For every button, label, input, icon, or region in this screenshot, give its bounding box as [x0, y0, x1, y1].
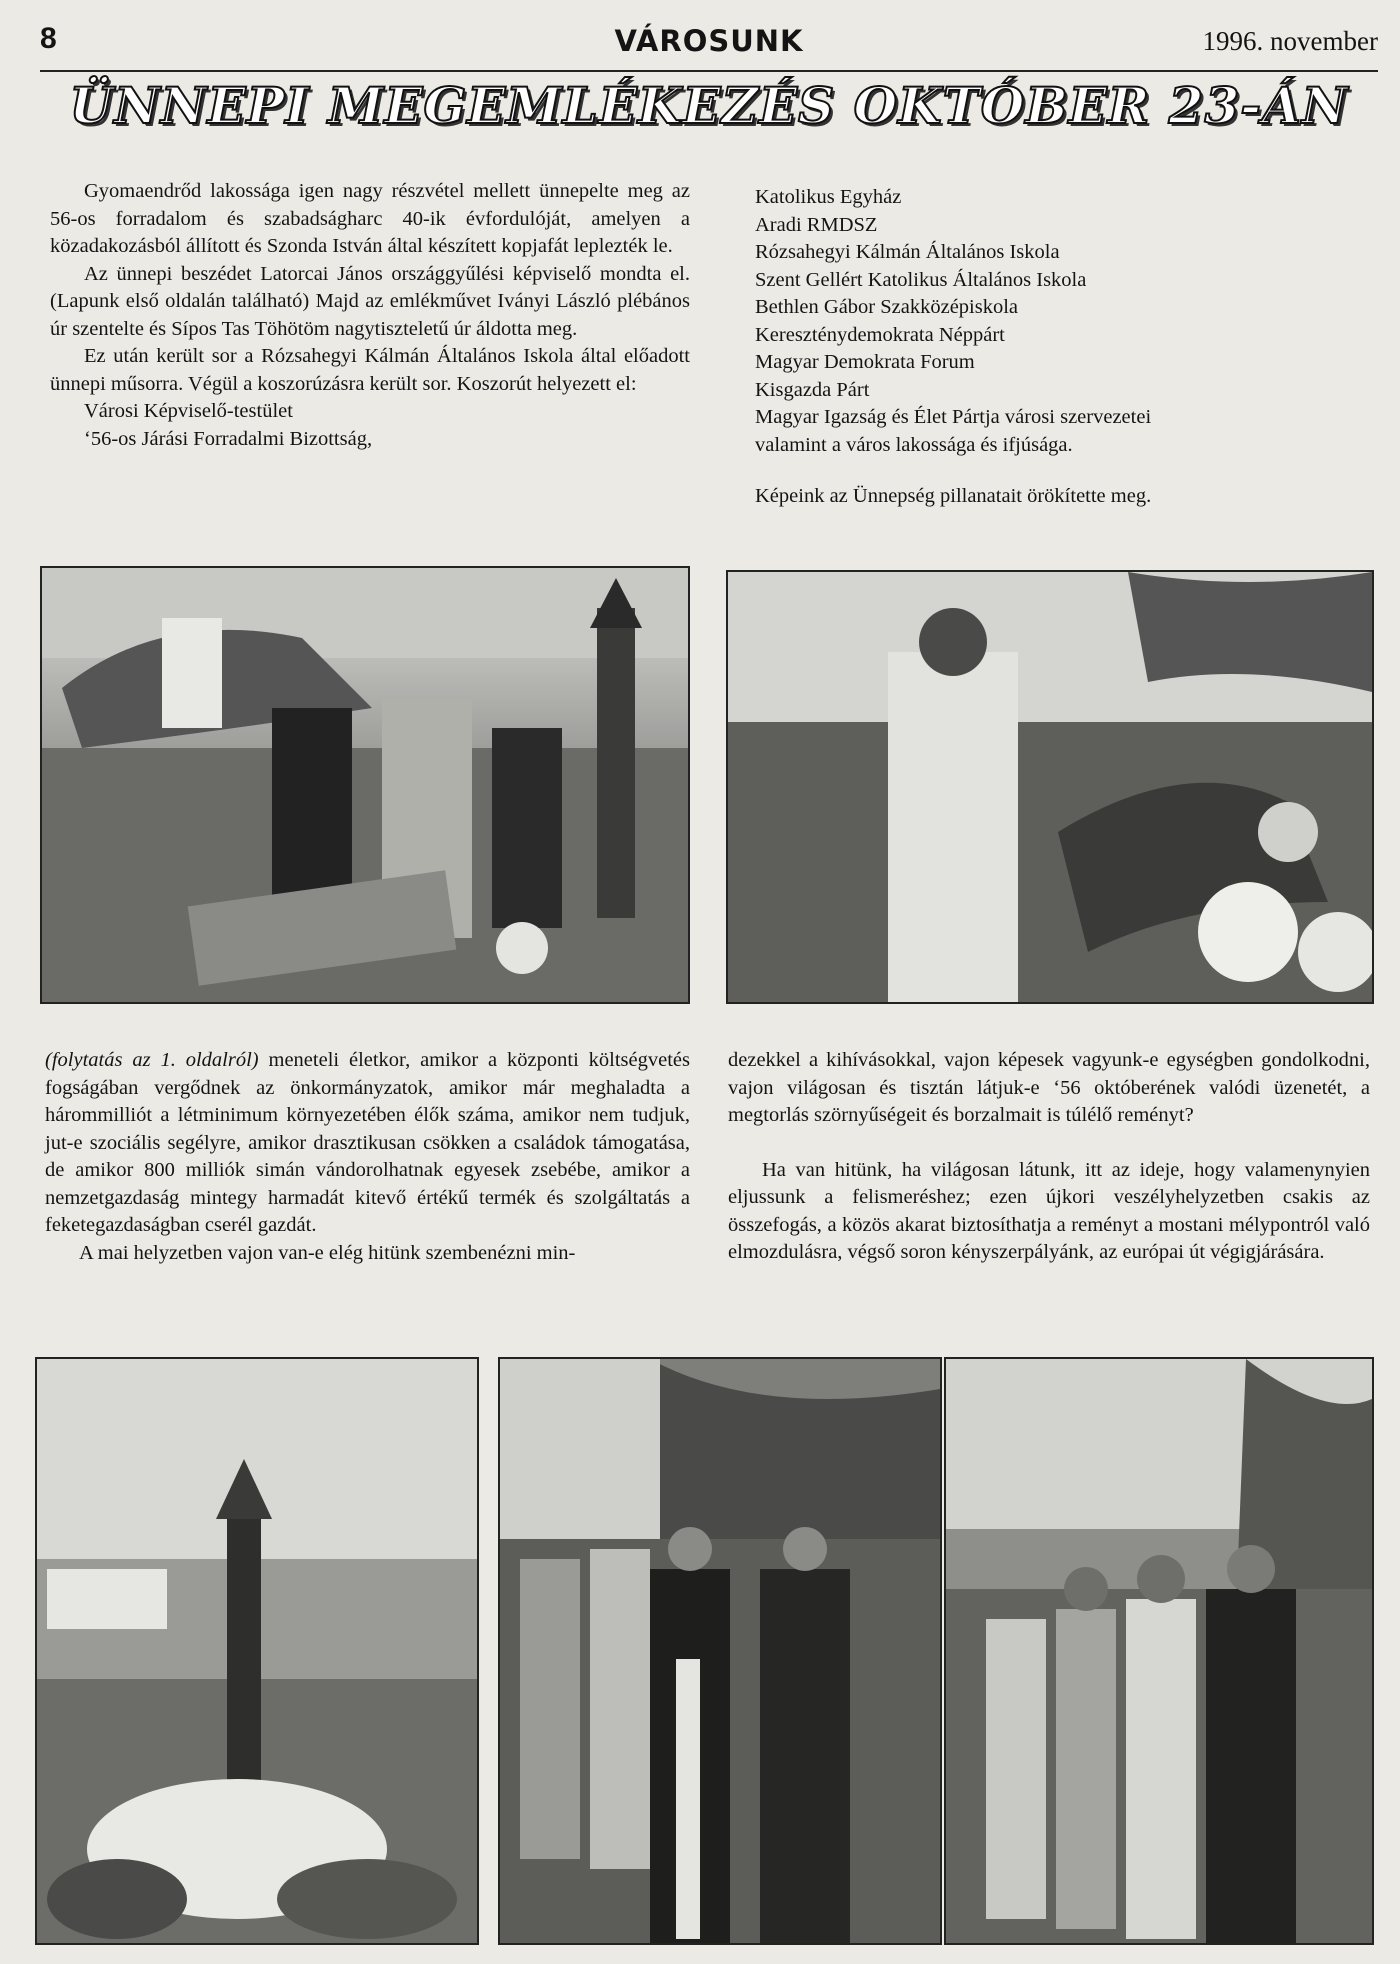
page-number: 8 — [40, 22, 57, 55]
continuation-paragraph: Ha van hitünk, ha világosan látunk, itt az ideje, hogy valamenynyien eljussunk a felismeréshez; ezen újkori veszélyhelyzetben csakis az összefogás, a közös akarat biztosíthatja a reményt a mostani mélypontról való elmozdulásra, végső soron kényszerpályánk, az európai út végigjárására. — [728, 1158, 1370, 1263]
continuation-paragraph: A mai helyzetben vajon van-e elég hitünk szembenézni min- — [79, 1241, 576, 1264]
photo-students-ceremony — [944, 1357, 1374, 1945]
article-paragraph: Gyomaendrőd lakossága igen nagy részvétel mellett ünnepelte meg az 56-os forradalom és szabadságharc 40-ik évfordulóját, amelyen a közadakozásból állított és Szonda István által készített kopjafát leplezték le. — [50, 180, 690, 257]
wreath-list-b — [755, 184, 1355, 459]
continuation-text: meneteli életkor, amikor a központi költségvetés fogságában vergődnek az önkormányzatok, amikor már meghaladta a hárommilliót a létminimum környezetében élők száma, amikor nem tudjuk, jut-e szociális segélyre, amikor drasztikusan csökken a családok támogatása, de amikor 800 milliók simán vándorolhatnak egyesek zsebébe, amikor a nemzetgazdaság mintegy harmadát kitevő értékű termék és szolgáltatás a feketegazdaságban cserél gazdát. — [45, 1049, 690, 1236]
list-item: Bethlen Gábor Szakközépiskola — [755, 296, 1019, 318]
continuation-paragraph: dezekkel a kihívásokkal, vajon képesek vagyunk-e egységben gondolkodni, vajon világosan és tisztán látjuk-e ‘56 októberének valódi üzenetét, a megtorlás szörnyűségeit és borzalmait is túlélő reményt? — [728, 1049, 1370, 1126]
list-item: Katolikus Egyház — [755, 186, 902, 208]
article-paragraph: Az ünnepi beszédet Latorcai János országgyűlési képviselő mondta el. (Lapunk első oldalán található) Majd az emlékművet Iványi László plébános úr szentelte és Sípos Tas Töhötöm nagytiszteletű úr áldotta meg. — [50, 262, 690, 340]
photo-credit: Képeink az Ünnepség pillanatait örökítette meg. — [755, 485, 1152, 507]
continuation-marker: (folytatás az 1. oldalról) — [45, 1049, 259, 1071]
list-item: Magyar Demokrata Forum — [755, 351, 975, 373]
photo-wreath-placing — [726, 570, 1374, 1004]
newspaper-title: VÁROSUNK — [614, 24, 804, 58]
photo-priest-speaking — [498, 1357, 942, 1945]
page-header — [40, 22, 1378, 68]
article-headline: ÜNNEPI MEGEMLÉKEZÉS OKTÓBER 23-ÁN — [69, 76, 1349, 135]
continuation-column-left — [45, 1047, 690, 1267]
list-item: Kisgazda Párt — [755, 378, 870, 401]
list-item: valamint a város lakossága és ifjúsága. — [755, 433, 1073, 456]
list-item: Magyar Igazság és Élet Pártja városi szervezetei — [755, 406, 1152, 428]
article-paragraph: Ez után került sor a Rózsahegyi Kálmán Általános Iskola által előadott ünnepi műsorra. Végül a koszorúzásra került sor. Koszorút helyezett el: — [50, 345, 690, 395]
issue-date: 1996. november — [1202, 26, 1378, 56]
list-item: Rózsahegyi Kálmán Általános Iskola — [755, 241, 1060, 263]
list-item: Kereszténydemokrata Néppárt — [755, 323, 1005, 346]
list-item: Szent Gellért Katolikus Általános Iskola — [755, 268, 1087, 291]
article-column-right — [755, 184, 1355, 511]
wreath-list-a — [50, 398, 690, 453]
list-item: Aradi RMDSZ — [755, 213, 878, 236]
list-item: ‘56-os Járási Forradalmi Bizottság, — [84, 427, 373, 450]
header-rule — [40, 70, 1378, 72]
continuation-column-right — [728, 1047, 1370, 1267]
continuation-paragraph — [45, 1047, 690, 1240]
photo-wreath-laying — [40, 566, 690, 1004]
photo-monument-flowers — [35, 1357, 479, 1945]
article-column-left — [50, 178, 690, 453]
list-item: Városi Képviselő-testület — [84, 400, 293, 422]
